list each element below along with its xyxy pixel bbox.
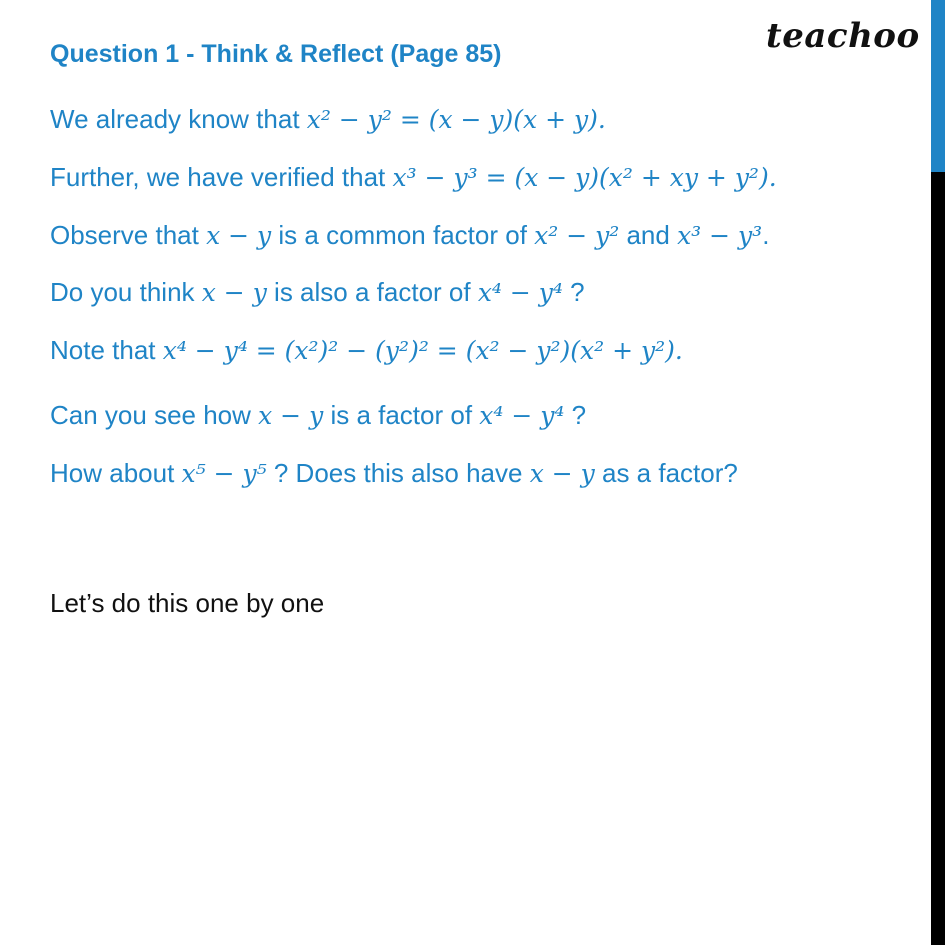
line-text: is a common factor of	[271, 220, 535, 250]
line-text: Can you see how	[50, 400, 259, 430]
closing-note: Let’s do this one by one	[50, 588, 325, 618]
line-text: as a factor?	[594, 458, 738, 488]
line-text: .	[762, 220, 770, 250]
line-text: ?	[562, 277, 585, 307]
statement-line-7	[50, 458, 738, 489]
line-text: Do you think	[50, 277, 202, 307]
line-text: ?	[564, 400, 587, 430]
math-expression: x⁴ − y⁴ = (x²)² − (y²)² = (x² − y²)(x² + y²).	[162, 336, 683, 365]
math-expression: x² − y² = (x − y)(x + y).	[306, 105, 606, 134]
line-text: Observe that	[50, 220, 207, 250]
line-text: We already know that	[50, 104, 307, 134]
question-title: Question 1 - Think & Reflect (Page 85)	[50, 40, 502, 68]
line-text: Note that	[50, 335, 163, 365]
line-text: How about	[50, 458, 182, 488]
math-expression: x − y	[201, 278, 267, 307]
statement-line-4	[50, 277, 585, 308]
math-expression: x² − y²	[534, 221, 620, 250]
math-expression: x − y	[206, 221, 272, 250]
math-expression: x⁵ − y⁵	[181, 459, 267, 488]
line-text: is also a factor of	[266, 277, 478, 307]
line-text: is a factor of	[323, 400, 480, 430]
math-expression: x − y	[258, 401, 324, 430]
brand-logo: teachoo	[766, 16, 920, 56]
statement-line-2	[50, 162, 777, 193]
math-expression: x³ − y³ = (x − y)(x² + xy + y²).	[392, 163, 777, 192]
line-text: ? Does this also have	[266, 458, 530, 488]
line-text: Further, we have verified that	[50, 162, 393, 192]
math-expression: x⁴ − y⁴	[477, 278, 563, 307]
statement-line-1	[50, 104, 606, 135]
statement-line-5	[50, 335, 683, 366]
statement-line-6	[50, 400, 586, 431]
line-text: and	[619, 220, 678, 250]
math-expression: x³ − y³	[677, 221, 763, 250]
scrollbar-thumb[interactable]	[931, 0, 945, 172]
math-expression: x⁴ − y⁴	[479, 401, 565, 430]
scrollbar-track[interactable]	[931, 0, 945, 945]
math-expression: x − y	[529, 459, 595, 488]
statement-line-3	[50, 220, 769, 251]
